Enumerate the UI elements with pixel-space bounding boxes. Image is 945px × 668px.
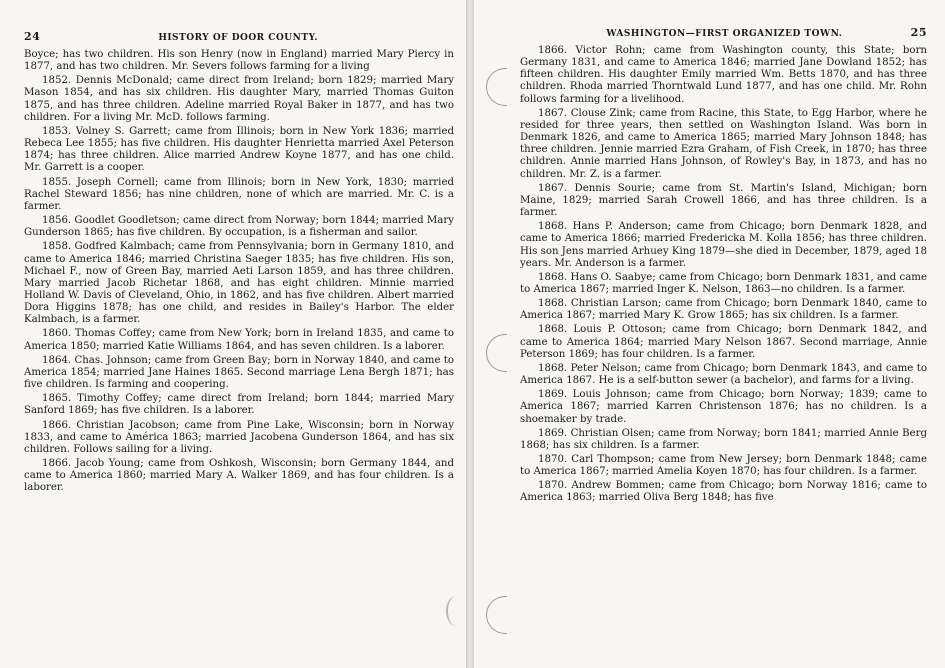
entry-paragraph: 1866. Jacob Young; came from Oshkosh, Wisconsin; born Germany 1844, and came to America 1860; married Mary A. Walker 1869, and has four children. Is a laborer. <box>24 458 454 494</box>
left-page-heading: HISTORY OF DOOR COUNTY. <box>158 33 318 43</box>
left-running-head <box>24 30 454 43</box>
right-page <box>474 0 945 668</box>
entry-paragraph: 1868. Hans O. Saabye; came from Chicago; born Denmark 1831, and came to America 1867; married Inger K. Nelson, 1863—no children. Is a farmer. <box>520 271 927 295</box>
right-entries <box>520 45 927 505</box>
entry-paragraph: 1865. Timothy Coffey; came direct from Ireland; born 1844; married Mary Sanford 1869; has five children. Is a laborer. <box>24 393 454 417</box>
entry-paragraph: 1870. Carl Thompson; came from New Jersey; born Denmark 1848; came to America 1867; married Amelia Koyen 1870; has four children. Is a farmer. <box>520 454 927 478</box>
entry-paragraph: 1868. Louis P. Ottoson; came from Chicago; born Denmark 1842, and came to America 1864; married Mary Nelson 1867. Second marriage, Annie Peterson 1869; has four children. Is a farmer. <box>520 324 927 360</box>
book-gutter <box>466 0 474 668</box>
entry-paragraph: 1869. Christian Olsen; came from Norway; born 1841; married Annie Berg 1868; has six children. Is a farmer. <box>520 427 927 451</box>
entry-paragraph: 1852. Dennis McDonald; came direct from Ireland; born 1829; married Mary Mason 1854, and has six children. His daughter Mary, married Thomas Guiton 1875, and has three children. Adeline married Royal Baker in 1877, and has two children. For a living Mr. McD. follows farming. <box>24 75 454 123</box>
entry-paragraph: 1868. Peter Nelson; came from Chicago; born Denmark 1843, and came to America 1867. He is a self-button sewer (a bachelor), and farms for a living. <box>520 362 927 387</box>
entry-paragraph: 1867. Dennis Sourie; came from St. Martin's Island, Michigan; born Maine, 1829; married Sarah Crowell 1866, and has three children. Is a farmer. <box>520 182 927 219</box>
right-page-number: 25 <box>910 26 927 39</box>
entry-paragraph: 1860. Thomas Coffey; came from New York; born in Ireland 1835, and came to America 1850; married Katie Williams 1864, and has seven children. Is a laborer. <box>24 328 454 352</box>
scan-smudge <box>446 596 466 626</box>
entry-paragraph: 1855. Joseph Cornell; came from Illinois; born in New York, 1830; married Rachel Steward 1856; has nine children, none of which are married. Mr. C. is a farmer. <box>24 176 454 212</box>
right-page-heading: WASHINGTON—FIRST ORGANIZED TOWN. <box>606 29 843 39</box>
entry-paragraph: 1868. Christian Larson; came from Chicago; born Denmark 1840, came to America 1867; married Mary K. Grow 1865; has six children. Is a farmer. <box>520 298 927 322</box>
entry-paragraph: 1858. Godfred Kalmbach; came from Pennsylvania; born in Germany 1810, and came to America 1846; married Christina Saeger 1835; has five children. His son, Michael F., now of Green Bay, married Aeti Larson 1859, and has three children. Mary married Jacob Richetar 1868, and has eight children. Minnie married Holland W. Davis of Cleveland, Ohio, in 1862, and has five children. Albert married Dora Higgins 1878; has one child, and resides in Bailey's Harbor. The elder Kalmbach, is a farmer. <box>24 241 454 326</box>
left-page <box>0 0 466 668</box>
entry-paragraph: 1853. Volney S. Garrett; came from Illinois; born in New York 1836; married Rebeca Lee 1855; has five children. His daughter Henrietta married Axel Peterson 1874; has three children. Alice married Andrew Koyne 1877, and has one child. Mr. Garrett is a cooper. <box>24 125 454 174</box>
entry-paragraph: 1867. Clouse Zink; came from Racine, this State, to Egg Harbor, where he resided for three years, then settled on Washington Island. Was born in Denmark 1826, and came to America 1865; married Mary Johnson 1848; has three children. Jennie married Ezra Graham, of Fish Creek, in 1870; has three children. Annie married Hans Johnson, of Rowley's Bay, in 1873, and has no children. Mr. Z. is a farmer. <box>520 107 927 180</box>
left-entries <box>24 49 454 494</box>
entry-paragraph: 1866. Christian Jacobson; came from Pine Lake, Wisconsin; born in Norway 1833, and came to América 1863; married Jacobena Gunderson 1864, and has six children. Follows sailing for a living. <box>24 419 454 455</box>
entry-paragraph: 1856. Goodlet Goodletson; came direct from Norway; born 1844; married Mary Gunderson 1865; has five children. By occupation, is a fisherman and sailor. <box>24 215 454 239</box>
entry-paragraph: 1868. Hans P. Anderson; came from Chicago; born Denmark 1828, and came to America 1866; married Fredericka M. Kolla 1856; has three children. His son Jens married Arhuey King 1879—she died in December, 1879, aged 18 years. Mr. Anderson is a farmer. <box>520 221 927 269</box>
entry-paragraph: 1870. Andrew Bommen; came from Chicago; born Norway 1816; came to America 1863; married Oliva Berg 1848; has five <box>520 480 927 504</box>
left-page-number: 24 <box>24 30 41 43</box>
entry-paragraph: 1869. Louis Johnson; came from Chicago; born Norway; 1839; came to America 1867; married Karren Christenson 1876; has no children. Is a shoemaker by trade. <box>520 389 927 425</box>
entry-paragraph: 1864. Chas. Johnson; came from Green Bay; born in Norway 1840, and came to America 1854; married Jane Haines 1865. Second marriage Lena Bergh 1871; has five children. Is farming and coopering. <box>24 354 454 391</box>
entry-paragraph: 1866. Victor Rohn; came from Washington county, this State; born Germany 1831, and came to America 1846; married Jane Dowland 1852; has fifteen children. His daughter Emily married Wm. Betts 1870, and has three children. Rhoda married Thorntwald Lund 1877, and has one child. Mr. Rohn follows farming for a livelihood. <box>520 45 927 105</box>
right-running-head <box>520 26 927 39</box>
entry-paragraph: Boyce; has two children. His son Henry (now in England) married Mary Piercy in 1877, and has two children. Mr. Severs follows farming for a living <box>24 49 454 73</box>
